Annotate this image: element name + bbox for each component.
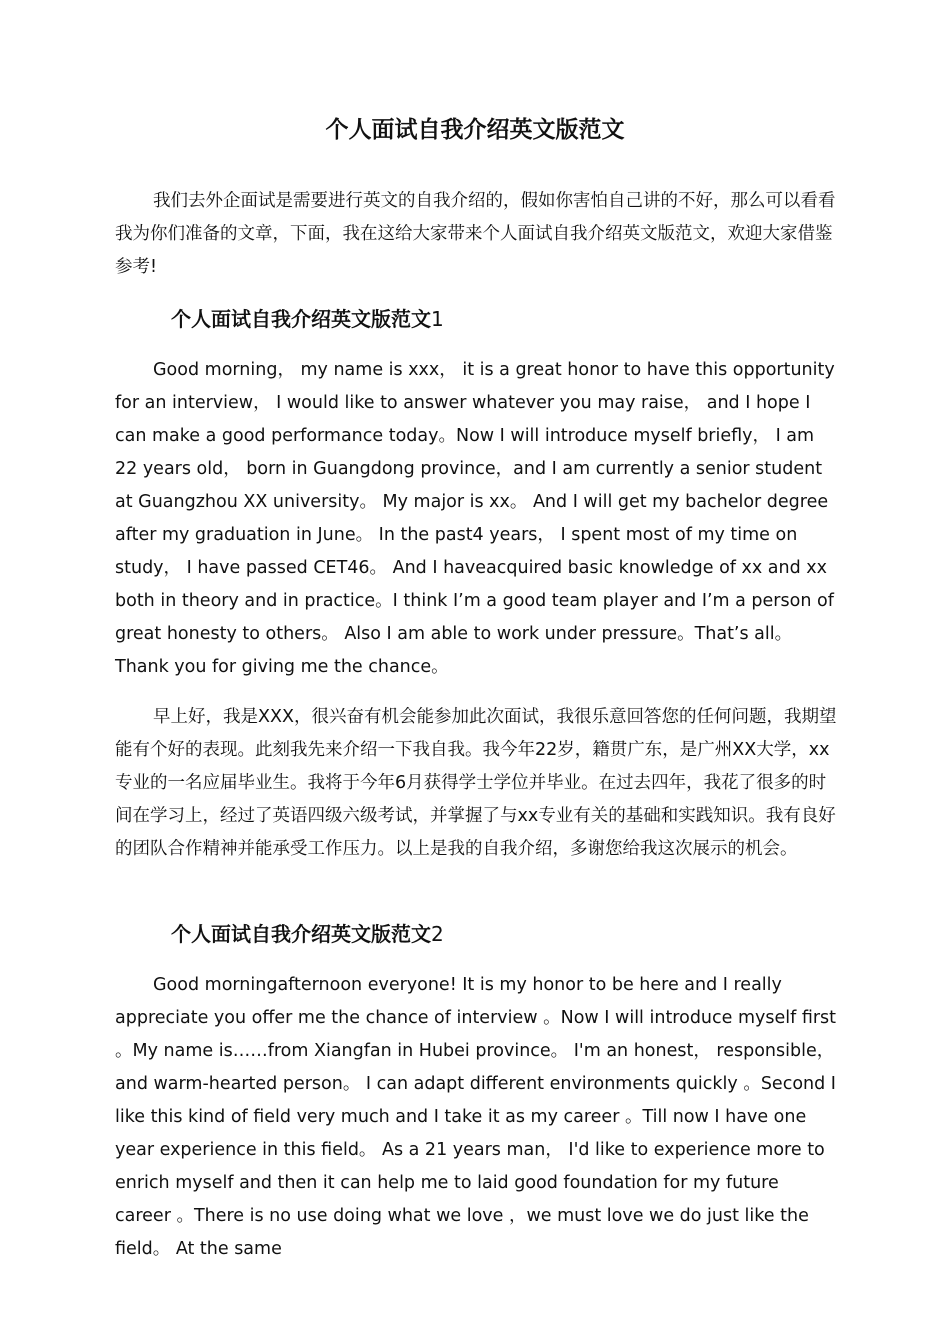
section-1-chinese-paragraph: 早上好，我是XXX，很兴奋有机会能参加此次面试，我很乐意回答您的任何问题，我期望能有个好的表现。此刻我先来介绍一下我自我。我今年22岁，籍贯广东，是广州XX大学，xx专业的一名应届毕业生。我将于今年6月获得学士学位并毕业。在过去四年，我花了很多的时间在学习上，经过了英语四级六级考试，并掌握了与xx专业有关的基础和实践知识。我有良好的团队合作精神并能承受工作压力。以上是我的自我介绍，多谢您给我这次展示的机会。 [115, 707, 837, 859]
intro-paragraph: 我们去外企面试是需要进行英文的自我介绍的，假如你害怕自己讲的不好，那么可以看看我为你们准备的文章，下面，我在这给大家带来个人面试自我介绍英文版范文，欢迎大家借鉴参考! [115, 191, 836, 277]
section-2-english-paragraph: Good morningafternoon everyone! It is my honor to be here and I really appreciate you offer me the chance of interview 。Now I will introduce myself first 。My name is……from Xiangfan in Hubei province。 I'm an honest， responsible， and warm-hearted person。 I can adapt different environments quickly 。Second I like this kind of field very much and I take it as my career 。Till now I have one year experience in this field。 As a 21 years man， I'd like to experience more to enrich myself and then it can help me to laid good foundation for my future career 。There is no use doing what we love ，we must love we do just like the field。 At the same [115, 975, 837, 1259]
section-2-heading-text: 个人面试自我介绍英文版范文 [171, 922, 431, 946]
document-title: 个人面试自我介绍英文版范文 [325, 117, 625, 143]
section-2-heading-number: 2 [431, 922, 444, 946]
section-1-english-paragraph: Good morning， my name is xxx， it is a great honor to have this opportunity for an interview， I would like to answer whatever you may raise， and I hope I can make a good performance today。Now I will introduce myself briefly， I am 22 years old， born in Guangdong province，and I am currently a senior student at Guangzhou XX university。 My major is xx。 And I will get my bachelor degree after my graduation in June。 In the past4 years， I spent most of my time on study， I have passed CET46。 And I haveacquired basic knowledge of xx and xx both in theory and in practice。I think I’m a good team player and I’m a person of great honesty to others。 Also I am able to work under pressure。That’s all。 Thank you for giving me the chance。 [115, 360, 835, 677]
section-1-heading [171, 303, 871, 335]
section-2-heading [171, 918, 871, 950]
section-1-heading-text: 个人面试自我介绍英文版范文 [171, 307, 431, 331]
section-1-heading-number: 1 [431, 307, 444, 331]
